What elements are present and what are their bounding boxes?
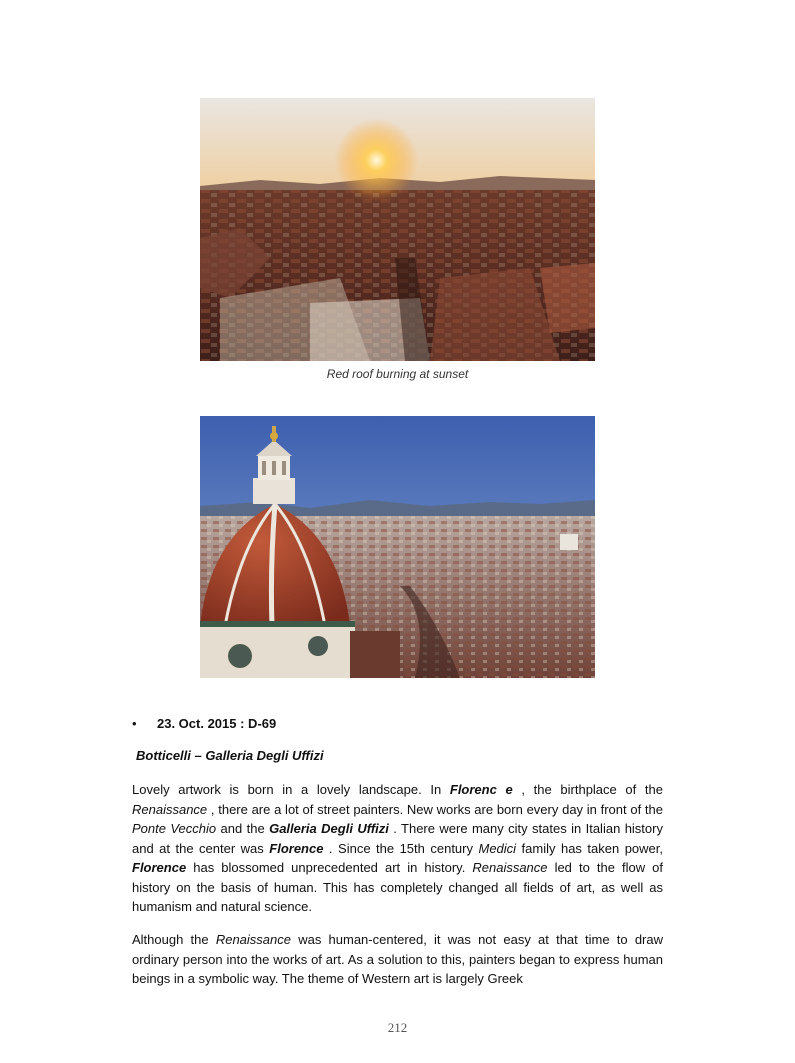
text-run: was human-centered, it was not easy at that time to draw ordinary person into the works of art. As a solution to this, painters began to express human beings in a symbolic way. The theme of Western art is largely Greek — [132, 932, 663, 986]
sunset-photo — [200, 98, 595, 361]
sunset-photo-caption: Red roof burning at sunset — [326, 367, 469, 381]
entry-heading — [132, 716, 276, 731]
italic-term: Medici — [478, 840, 517, 856]
body-paragraph-2 — [132, 930, 663, 989]
duomo-photo — [200, 416, 595, 678]
duomo-photo-image — [200, 416, 595, 678]
emphasis-term: Florenc e — [449, 782, 513, 797]
body-paragraph-1 — [132, 780, 663, 917]
entry-subtitle: Botticelli – Galleria Degli Uffizi — [136, 748, 324, 763]
text-run: Lovely artwork is born in a lovely landscape. In — [132, 782, 450, 797]
text-run: has blossomed unprecedented art in history. — [186, 860, 473, 875]
text-run: and the — [216, 821, 270, 836]
emphasis-term: Galleria Degli Uffizi — [269, 821, 389, 836]
italic-term: Renaissance — [472, 860, 548, 875]
text-run: , the birthplace of the — [512, 782, 664, 797]
text-run: led to the flow of history on the basis of human. This has completely changed all fields of art, as well as humanism and natural science. — [132, 860, 664, 914]
sunset-photo-image — [200, 98, 595, 361]
text-run: . Since the 15th century — [323, 840, 479, 856]
text-run: . There were many city states in Italian history and at the center was — [132, 821, 663, 856]
italic-term: Renaissance — [215, 932, 291, 947]
bullet-marker: • — [132, 716, 137, 731]
text-run: , there are a lot of street painters. New works are born every day in front of the — [207, 801, 663, 817]
entry-date: 23. Oct. 2015 : D-69 — [157, 716, 277, 731]
text-run: family has taken power, — [516, 840, 663, 856]
emphasis-term: Florence — [132, 860, 187, 875]
text-run: Although the — [132, 932, 216, 947]
page-number: 212 — [387, 1020, 408, 1035]
italic-term: Renaissance — [132, 801, 208, 817]
italic-term: Ponte Vecchio — [132, 821, 217, 836]
emphasis-term: Florence — [269, 840, 324, 856]
